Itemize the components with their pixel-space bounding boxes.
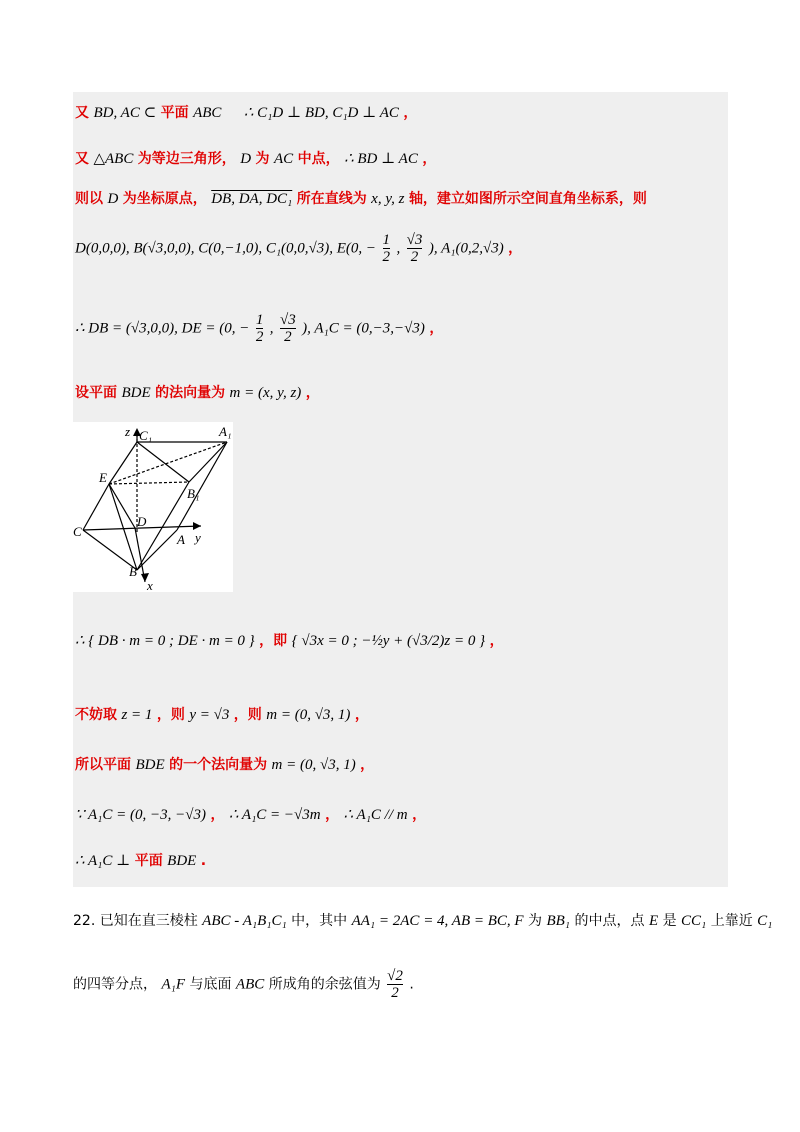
text: 为 (528, 913, 543, 929)
math: y = √3 (189, 707, 230, 723)
fraction (256, 312, 264, 345)
solution-line-7 (75, 630, 504, 650)
denominator: 2 (391, 985, 399, 1001)
math: ∴ A₁C // m (343, 807, 408, 823)
text: 所成角的余弦值为 (268, 976, 381, 993)
text: ， (360, 757, 375, 773)
solution-line-1 (75, 102, 417, 122)
text: 的四等分点， (73, 976, 157, 993)
math: ), A₁(0,2,√3) (428, 240, 504, 257)
solution-line-6 (75, 382, 320, 402)
text: ， (422, 151, 437, 167)
math: ), A₁C = (0,−3,−√3) (302, 320, 425, 337)
solution-line-11 (75, 850, 206, 870)
problem-number: 22. (73, 913, 96, 929)
text: 的法向量为 (155, 385, 226, 401)
denominator: 2 (284, 329, 292, 345)
text: ，则 (156, 707, 185, 723)
solution-line-5 (75, 312, 443, 345)
text: 与底面 (189, 976, 232, 993)
math: D (240, 151, 252, 167)
prism-figure (73, 422, 233, 592)
fraction (387, 968, 403, 1001)
label-b1: B₁ (187, 486, 200, 501)
text: 是 (662, 913, 677, 929)
math: △ABC (93, 151, 134, 167)
math: m = (0, √3, 1) (266, 707, 351, 723)
text: ， (305, 385, 320, 401)
math: C₁ (757, 913, 773, 929)
math: , (396, 240, 401, 257)
text: ， (412, 807, 427, 823)
numerator: √3 (406, 232, 423, 248)
math: A₁F (161, 976, 185, 993)
math: ∴ DB = (√3,0,0), DE = (0, − (75, 320, 250, 337)
problem-22-line-2 (73, 968, 414, 1001)
math: DB, DA, DC₁ (211, 191, 293, 207)
math: BD, AC ⊂ (93, 105, 157, 121)
text: 的一个法向量为 (169, 757, 268, 773)
numerator: √3 (279, 312, 296, 328)
label-a: A (177, 532, 185, 547)
label-d: D (137, 514, 147, 529)
math: z = 1 (121, 707, 153, 723)
text: ，则 (233, 707, 262, 723)
text: 中，其中 (291, 913, 348, 929)
math: BB₁ (546, 913, 571, 929)
text: . (200, 853, 207, 869)
label-a1: A₁ (219, 424, 232, 439)
math: ABC (193, 105, 222, 121)
label-c: C (73, 524, 82, 539)
text: 为坐标原点， (122, 191, 207, 207)
prism-diagram (73, 422, 233, 592)
math: m = (x, y, z) (229, 385, 302, 401)
denominator: 2 (410, 249, 419, 265)
math: , (269, 320, 274, 337)
label-b: B (129, 564, 137, 579)
solution-box (73, 92, 728, 887)
text: 平面 (134, 853, 163, 869)
math: ABC (235, 976, 265, 993)
text: ， (489, 633, 504, 649)
math: D(0,0,0), B(√3,0,0), C(0,−1,0), C₁(0,0,√3), E(0, − (75, 240, 377, 257)
text: 所以平面 (75, 757, 131, 773)
math: m = (0, √3, 1) (271, 757, 356, 773)
text: ， (429, 320, 444, 337)
solution-line-2 (75, 148, 436, 168)
label-x: x (147, 578, 153, 592)
text: ， (325, 807, 340, 823)
problem-22-line-1 (73, 910, 772, 930)
math: BDE (135, 757, 165, 773)
text: ， (210, 807, 225, 823)
denominator: 2 (382, 249, 391, 265)
solution-line-9 (75, 754, 374, 774)
math: CC₁ (681, 913, 707, 929)
math: AA₁ = 2AC = 4, AB = BC, F (351, 913, 524, 929)
text: ， (354, 707, 369, 723)
solution-line-10 (75, 804, 426, 824)
text: 又 (75, 105, 89, 121)
math: D (107, 191, 119, 207)
text: ，即 (259, 633, 288, 649)
label-y: y (195, 530, 201, 545)
text: ， (508, 240, 523, 257)
text: ， (403, 105, 418, 121)
label-e: E (99, 470, 107, 485)
numerator: √2 (387, 968, 403, 984)
text: 平面 (160, 105, 189, 121)
solution-line-3 (75, 188, 647, 208)
text: . (409, 976, 414, 993)
text: 不妨取 (75, 707, 117, 723)
math: ∵ A₁C = (0, −3, −√3) (75, 807, 206, 823)
numerator: 1 (255, 312, 264, 328)
math: ∴ BD ⊥ AC (344, 151, 418, 167)
math: ∴ A₁C ⊥ (75, 853, 131, 869)
denominator: 2 (255, 329, 264, 345)
label-c1: C₁ (139, 428, 153, 443)
text: 所在直线为 (296, 191, 367, 207)
math: BDE (167, 853, 197, 869)
text: 为 (255, 151, 270, 167)
text: 为等边三角形， (137, 151, 236, 167)
solution-line-8 (75, 704, 369, 724)
text: 已知在直三棱柱 (99, 913, 198, 929)
text: 中点， (297, 151, 340, 167)
math: { √3x = 0 ; −½y + (√3/2)z = 0 } (291, 633, 486, 649)
fraction (280, 312, 296, 345)
math: BDE (121, 385, 151, 401)
text: 又 (75, 151, 89, 167)
math: ∴ C₁D ⊥ BD, C₁D ⊥ AC (243, 105, 399, 121)
math: x, y, z (371, 191, 405, 207)
math: ∴ { DB · m = 0 ; DE · m = 0 } (75, 633, 255, 649)
text: 设平面 (75, 385, 117, 401)
fraction (383, 232, 391, 265)
text: 上靠近 (710, 913, 753, 929)
math: ∴ A₁C = −√3m (228, 807, 321, 823)
fraction (407, 232, 423, 265)
math: ABC - A₁B₁C₁ (202, 913, 287, 929)
text: 则以 (75, 191, 103, 207)
text: 的中点，点 (574, 913, 645, 929)
numerator: 1 (382, 232, 391, 248)
text: 轴，建立如图所示空间直角坐标系，则 (408, 191, 647, 207)
math: AC (273, 151, 294, 167)
label-z: z (125, 424, 131, 439)
solution-line-4 (75, 232, 522, 265)
math: E (648, 913, 659, 929)
